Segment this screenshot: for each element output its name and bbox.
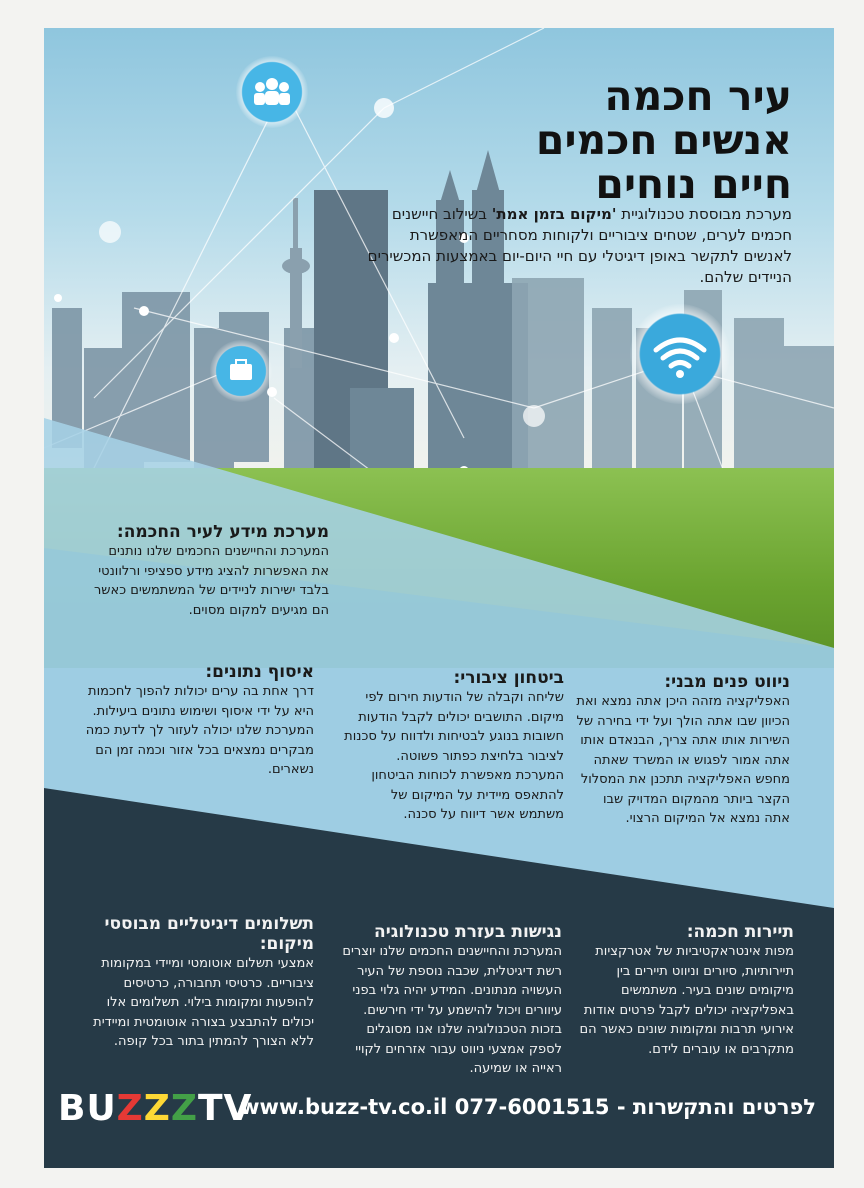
intro-paragraph — [362, 204, 792, 288]
section-heading: תיירות חכמה: — [686, 922, 794, 942]
section-body: אמצעי תשלום אוטומטי ומיידי במקומות ציבוריים. כרטיסי תחבורה, כרטיסים להופעות ומקומות בילוי. תשלומים אלו יכולים להתבצע בצורה אוטומטית ומיידית ללא הצורך להמתין בתור בכל קופה. — [93, 956, 314, 1049]
contact-line[interactable]: לפרטים והתקשרות - 077-6001515 www.buzz-tv.co.il — [240, 1095, 816, 1119]
title-line-2: אנשים חכמים — [535, 116, 792, 164]
section-indoor-navigation — [575, 672, 790, 829]
intro-highlight: 'מיקום בזמן אמת' — [491, 205, 617, 223]
section-accessibility — [342, 922, 562, 1079]
section-digital-payments — [84, 914, 314, 1052]
section-public-safety — [344, 668, 564, 825]
section-body: שליחה וקבלה של הודעות חירום לפי מיקום. התושבים יכולים לקבל הודעות חשובות בנוגע לבטיחות ולדווח על סכנות לציבור בלחיצת כפתור פשוטה. המערכת מאפשרת לכוחות הביטחון להתאפס מיידית על המיקום של משתמש אשר דיווח על סכנה. — [344, 690, 564, 822]
section-heading: ביטחון ציבורי: — [453, 668, 564, 688]
section-heading: ניווט פנים מבני: — [664, 672, 790, 692]
wifi-icon — [630, 304, 730, 404]
briefcase-icon — [210, 340, 272, 402]
section-data-collection — [74, 662, 314, 780]
logo-part: BU — [58, 1088, 117, 1129]
logo-part: Z — [170, 1088, 198, 1129]
flyer-page — [44, 28, 834, 1168]
section-body: המערכת והחיישנים החכמים שלנו נותנים את האפשרות להציג מידע ספציפי ורלוונטי בלבד ישירות לניידים של המשתמשים כאשר הם מגיעים למקום מסוים. — [93, 544, 329, 618]
title-line-3: חיים נוחים — [595, 160, 792, 208]
section-info-system — [89, 522, 329, 620]
section-heading: מערכת מידע לעיר החכמה: — [116, 522, 329, 542]
intro-text-end: בשילוב חיישנים חכמים לערים, שטחים ציבוריים ולקוחות מסחריים המאפשרת לאנשים לתקשר באופן דיגיטלי עם חיי היום-יום באמצעות המכשירים הניידים שלהם. — [367, 205, 792, 286]
title-line-1: עיר חכמה — [604, 72, 792, 120]
logo-part: Z — [116, 1088, 144, 1129]
section-smart-tourism — [578, 922, 794, 1059]
logo-part: TV — [198, 1088, 253, 1129]
intro-text-start: מערכת מבוססת טכנולוגיית — [616, 205, 792, 223]
people-icon — [236, 56, 308, 128]
page-title — [536, 74, 792, 206]
section-body: המערכת והחיישנים החכמים שלנו יוצרים רשת דיגיטלית, שכבה נוספת של העיר העשויה מנתונים. המידע יהיה גלוי בפני עיוורים ויכול להישמע על ידי חירשים. בזכות הטכנולוגיה שלנו אנו מסוגלים לספק אמצעי ניווט עבור אזרחים לקויי ראייה או שמיעה. — [342, 944, 562, 1076]
section-body: מפות אינטראקטיביות של אטרקציות תיירותיות, סיורים וניווט תיירים בין מיקומים שונים בעיר. משתמשים באפליקציה יכולים לקבל פרטים אודות אירועי תרבות ומקומות שונים כאשר הם מתקרבים או עוברים לידם. — [579, 944, 794, 1057]
buzztv-logo — [58, 1088, 252, 1129]
section-heading: נגישות בעזרת טכנולוגיה — [374, 922, 562, 942]
logo-part: Z — [143, 1088, 171, 1129]
section-body: האפליקציה מזהה היכן אתה נמצא ואת הכיוון שבו אתה הולך ועל ידי בחירה של השירות אותו אתה צריך, הבנאדם אותו אתה אמור לפגוש או המשרד שאתה מחפש האפליקציה תתכנן את המסלול הקצר ביותר מהמקום המדויק שבו אתה נמצא אל המיקום הרצוי. — [576, 694, 790, 826]
section-heading: איסוף נתונים: — [205, 662, 314, 682]
section-body: דרך אחת בה ערים יכולות להפוך לחכמות היא על ידי איסוף ושימוש נתונים ביעילות. המערכת שלנו יכולה לעזור לך לדעת כמה מבקרים נמצאים בכל אזור וכמה זמן הם נשארים. — [85, 684, 314, 777]
section-heading: תשלומים דיגיטליים מבוססי מיקום: — [104, 914, 314, 954]
